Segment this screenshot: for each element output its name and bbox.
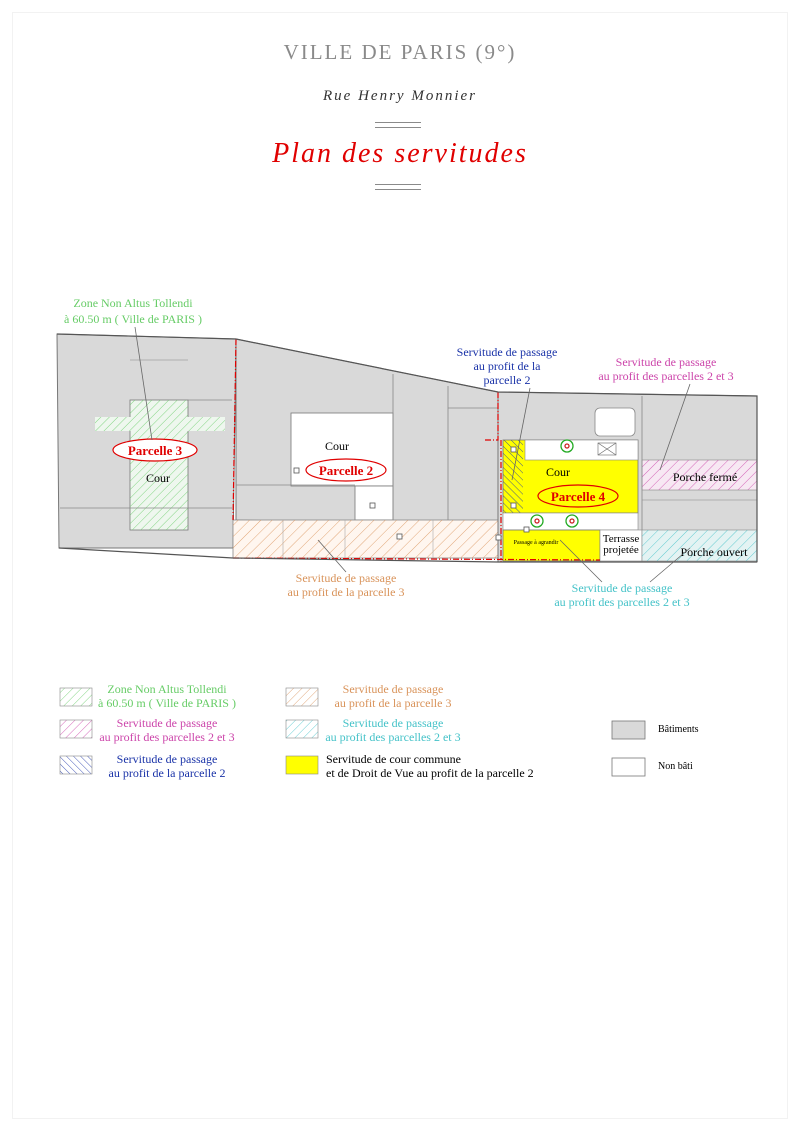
svg-text:parcelle 2: parcelle 2 [483,373,531,387]
legend-swatch-cyan [286,720,318,738]
legend-orange-line2: au profit de la parcelle 3 [334,696,452,710]
legend-magenta-line2: au profit des parcelles 2 et 3 [99,730,235,744]
svg-text:Servitude de passage: Servitude de passage [456,345,558,359]
legend-zone-line2: à 60.50 m ( Ville de PARIS ) [98,696,236,710]
legend-swatch-batiments [612,721,645,739]
cour-label-4: Cour [546,465,570,479]
legend-cyan-line2: au profit des parcelles 2 et 3 [325,730,461,744]
legend-swatch-orange [286,688,318,706]
terrasse-label-1: Terrasse [602,533,640,545]
svg-text:au profit de la parcelle 3: au profit de la parcelle 3 [287,585,405,599]
parcelle-4-marker [538,485,618,507]
legend-swatch-yellow [286,756,318,774]
legend-magenta [92,716,242,744]
svg-text:au profit des parcelles 2 et 3: au profit des parcelles 2 et 3 [598,369,734,383]
street-title: Rue Henry Monnier [323,88,477,104]
svg-text:au profit des parcelles 2 et 3: au profit des parcelles 2 et 3 [554,595,690,609]
legend-yellow [318,752,566,780]
city-title: VILLE DE PARIS (9°) [283,40,517,64]
legend-yellow-line1: Servitude de cour commune [326,752,461,766]
porche-ouvert-label: Porche ouvert [680,545,748,559]
plan-title: Plan des servitudes [272,138,528,169]
svg-text:Servitude de passage: Servitude de passage [295,571,397,585]
legend-zone-line1: Zone Non Altus Tollendi [107,682,227,696]
parcelle-2-area [236,339,498,525]
legend-yellow-line2: et de Droit de Vue au profit de la parcelle 2 [326,766,534,780]
cour-label-3: Cour [146,471,170,485]
legend-swatch-non-bati [612,758,645,776]
svg-text:Servitude de passage: Servitude de passage [615,355,717,369]
legend-swatch-zone [60,688,92,706]
parcelle-3-label: Parcelle 3 [127,443,183,458]
legend-orange [318,682,468,710]
legend-swatch-magenta [60,720,92,738]
legend-blue-line2: au profit de la parcelle 2 [108,766,226,780]
legend-orange-line1: Servitude de passage [342,682,444,696]
passage-label: Passage à agrandir [513,540,559,546]
parcelle-3-marker [113,439,197,461]
svg-text:au profit de la: au profit de la [473,359,541,373]
parcelle-2-marker [306,459,386,481]
legend-batiments-label: Bâtiments [658,724,699,735]
legend-cyan [318,716,468,744]
legend-swatch-blue [60,756,92,774]
parcelle-4-label: Parcelle 4 [550,489,606,504]
legend-blue-line1: Servitude de passage [116,752,218,766]
legend-zone [92,682,242,710]
parcelle-2-label: Parcelle 2 [318,463,374,478]
legend-magenta-line1: Servitude de passage [116,716,218,730]
cour-label-2: Cour [325,439,349,453]
svg-text:à 60.50 m ( Ville de PARIS ): à 60.50 m ( Ville de PARIS ) [64,312,202,326]
legend-blue [92,752,242,780]
servitude-parcelle-3-strip [233,520,501,558]
svg-text:Servitude de passage: Servitude de passage [571,581,673,595]
svg-text:Zone Non Altus Tollendi: Zone Non Altus Tollendi [73,296,193,310]
legend-non-bati-label: Non bâti [658,761,693,772]
terrasse-label-2: projetée [603,544,639,556]
porche-ferme-label: Porche fermé [672,470,738,484]
legend-cyan-line1: Servitude de passage [342,716,444,730]
